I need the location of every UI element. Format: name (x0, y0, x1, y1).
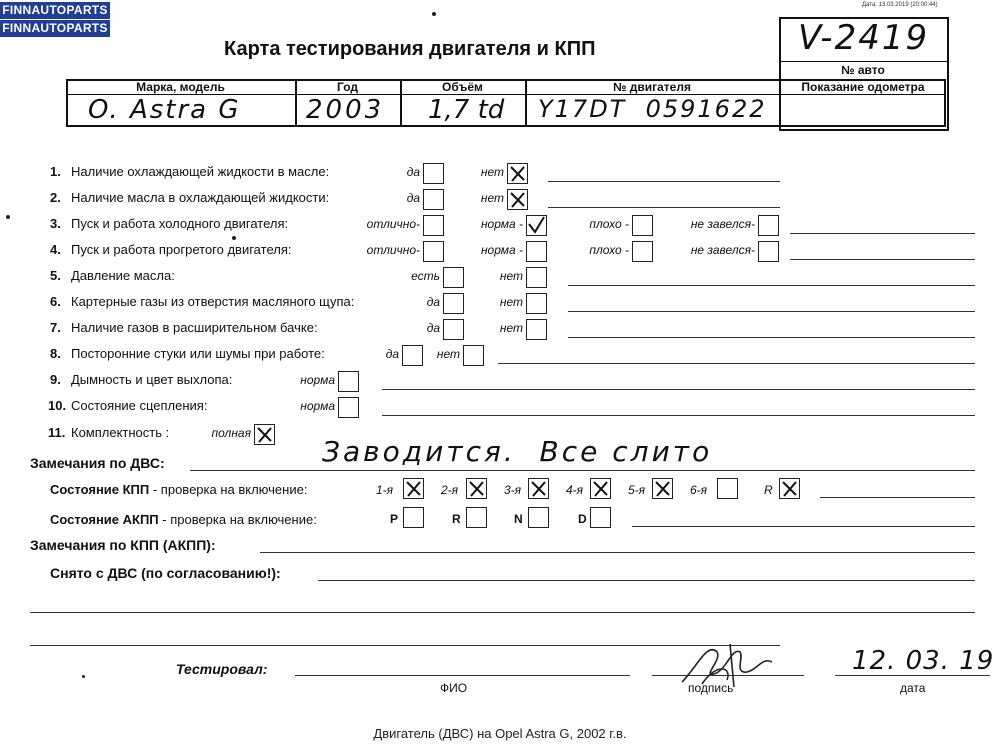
removed-line[interactable] (318, 580, 975, 581)
option-label: да (426, 321, 440, 335)
item-number: 2. (50, 190, 61, 205)
option-label: да (385, 347, 399, 361)
page-title: Карта тестирования двигателя и КПП (224, 38, 596, 60)
item-answer-line[interactable] (382, 389, 975, 390)
item-number: 5. (50, 268, 61, 283)
auto-number-label: № авто (841, 63, 885, 77)
option-label: да (426, 295, 440, 309)
auto-number-value: V-2419 (798, 18, 930, 58)
automatic-position-checkbox[interactable] (528, 507, 549, 528)
model-value: O. Astra G (88, 95, 241, 125)
removed-label: Снято с ДВС (по согласованию!): (50, 565, 281, 581)
item-number: 3. (50, 216, 61, 231)
option-label: плохо - (589, 243, 629, 257)
item-text: Посторонние стуки или шумы при работе: (71, 346, 325, 361)
item-text: Комплектность : (71, 425, 170, 440)
watermark-logo: FINNAUTOPARTS (0, 2, 110, 19)
option-label: нет (480, 191, 504, 205)
option-label: да (406, 191, 420, 205)
gear-label: 6-я (690, 483, 708, 497)
date-stamp: Дата: 13.03.2019 (20:00:44) (862, 2, 938, 8)
gear-label: 5-я (628, 483, 646, 497)
item-number: 1. (50, 164, 61, 179)
item-answer-line[interactable] (548, 207, 780, 208)
automatic-position-checkbox[interactable] (403, 507, 424, 528)
item-text: Состояние сцепления: (71, 398, 208, 413)
item-text: Давление масла: (71, 268, 175, 283)
gear-label: R (764, 483, 773, 497)
option-checkbox[interactable] (526, 267, 547, 288)
date-label: дата (900, 681, 926, 695)
item-answer-line[interactable] (790, 259, 975, 260)
automatic-position-label: P (390, 512, 399, 526)
col-header-odometer: Показание одометра (801, 80, 925, 94)
gearbox-label: Состояние КПП - проверка на включение: (50, 482, 308, 497)
gearbox-remarks-line[interactable] (260, 552, 975, 553)
option-checkbox[interactable] (526, 293, 547, 314)
option-label: плохо - (589, 217, 629, 231)
automatic-position-checkbox[interactable] (466, 507, 487, 528)
gear-checkbox[interactable] (717, 478, 738, 499)
col-header-model: Марка, модель (136, 80, 225, 94)
item-number: 6. (50, 294, 61, 309)
item-text: Наличие газов в расширительном бачке: (71, 320, 318, 335)
option-checkbox[interactable] (507, 189, 528, 210)
gear-checkbox[interactable] (652, 478, 673, 499)
col-header-engine-number: № двигателя (613, 80, 691, 94)
margin-dot (82, 675, 85, 678)
automatic-position-checkbox[interactable] (590, 507, 611, 528)
option-label: отлично- (366, 243, 420, 257)
option-checkbox[interactable] (632, 215, 653, 236)
item-text: Пуск и работа холодного двигателя: (71, 216, 289, 231)
item-answer-line[interactable] (498, 363, 975, 364)
option-checkbox[interactable] (338, 371, 359, 392)
option-label: нет (499, 295, 523, 309)
item-number: 9. (50, 372, 61, 387)
engine-number-value: Y17DT 0591622 (538, 95, 767, 123)
gear-label: 1-я (376, 483, 394, 497)
col-header-volume: Объём (442, 80, 483, 94)
option-label: да (406, 165, 420, 179)
option-checkbox[interactable] (507, 163, 528, 184)
option-checkbox[interactable] (758, 241, 779, 262)
option-checkbox[interactable] (423, 215, 444, 236)
option-label: нет (499, 269, 523, 283)
option-checkbox[interactable] (443, 267, 464, 288)
automatic-position-label: R (452, 512, 461, 526)
fio-label: ФИО (440, 681, 468, 695)
option-checkbox[interactable] (402, 345, 423, 366)
item-text: Пуск и работа прогретого двигателя: (71, 242, 292, 257)
caption: Двигатель (ДВС) на Opel Astra G, 2002 г.в. (373, 726, 627, 741)
gear-label: 2-я (441, 483, 459, 497)
gear-checkbox[interactable] (590, 478, 611, 499)
item-answer-line[interactable] (548, 181, 780, 182)
date-value: 12. 03. 19 (852, 646, 995, 676)
engine-remarks-label: Замечания по ДВС: (30, 455, 165, 471)
item-answer-line[interactable] (790, 233, 975, 234)
title-dot (432, 12, 436, 16)
gearbox-remarks-label: Замечания по КПП (АКПП): (30, 537, 216, 553)
option-checkbox[interactable] (526, 319, 547, 340)
item-answer-line[interactable] (568, 311, 975, 312)
engine-remarks-value[interactable]: Заводится. Все слито (322, 435, 713, 468)
option-label: нет (480, 165, 504, 179)
option-checkbox[interactable] (443, 293, 464, 314)
option-label: не завелся- (690, 243, 755, 257)
option-checkbox[interactable] (423, 163, 444, 184)
option-checkbox[interactable] (758, 215, 779, 236)
item-answer-line[interactable] (382, 415, 975, 416)
item-number: 11. (48, 425, 66, 440)
gear-label: 3-я (504, 483, 522, 497)
automatic-label: Состояние АКПП - проверка на включение: (50, 512, 317, 527)
signature-label: подпись (688, 681, 734, 695)
margin-dot (6, 215, 10, 219)
option-checkbox[interactable] (526, 215, 547, 236)
item-text: Картерные газы из отверстия масляного щупа: (71, 294, 355, 309)
option-label: не завелся- (690, 217, 755, 231)
item-number: 7. (50, 320, 61, 335)
option-label: нет (499, 321, 523, 335)
item-answer-line[interactable] (568, 337, 975, 338)
item-answer-line[interactable] (568, 285, 975, 286)
option-checkbox[interactable] (463, 345, 484, 366)
automatic-position-label: D (578, 512, 587, 526)
option-label: отлично- (366, 217, 420, 231)
option-checkbox[interactable] (254, 424, 275, 445)
option-label: норма - (480, 217, 523, 231)
gear-checkbox[interactable] (466, 478, 487, 499)
item-text: Наличие охлаждающей жидкости в масле: (71, 164, 330, 179)
gear-label: 4-я (566, 483, 584, 497)
tested-label: Тестировал: (176, 661, 268, 677)
option-checkbox[interactable] (526, 241, 547, 262)
option-checkbox[interactable] (423, 189, 444, 210)
gear-checkbox[interactable] (779, 478, 800, 499)
option-checkbox[interactable] (632, 241, 653, 262)
option-label: норма (300, 399, 335, 413)
item-number: 10. (48, 398, 67, 413)
signature-scribble (672, 632, 782, 692)
watermark-logo: FINNAUTOPARTS (0, 20, 110, 37)
option-label: норма (300, 373, 335, 387)
gear-checkbox[interactable] (528, 478, 549, 499)
option-checkbox[interactable] (423, 241, 444, 262)
option-label: нет (436, 347, 460, 361)
year-value: 2003 (306, 95, 385, 125)
item-text: Наличие масла в охлаждающей жидкости: (71, 190, 330, 205)
gear-checkbox[interactable] (403, 478, 424, 499)
margin-dot (232, 236, 236, 240)
item-number: 8. (50, 346, 61, 361)
option-label: норма - (480, 243, 523, 257)
option-checkbox[interactable] (338, 397, 359, 418)
automatic-position-label: N (514, 512, 523, 526)
option-checkbox[interactable] (443, 319, 464, 340)
option-label: есть (411, 269, 440, 283)
item-text: Дымность и цвет выхлопа: (71, 372, 233, 387)
option-label: полная (211, 426, 251, 440)
volume-value: 1,7 td (428, 95, 505, 125)
col-header-year: Год (337, 80, 358, 94)
item-number: 4. (50, 242, 61, 257)
